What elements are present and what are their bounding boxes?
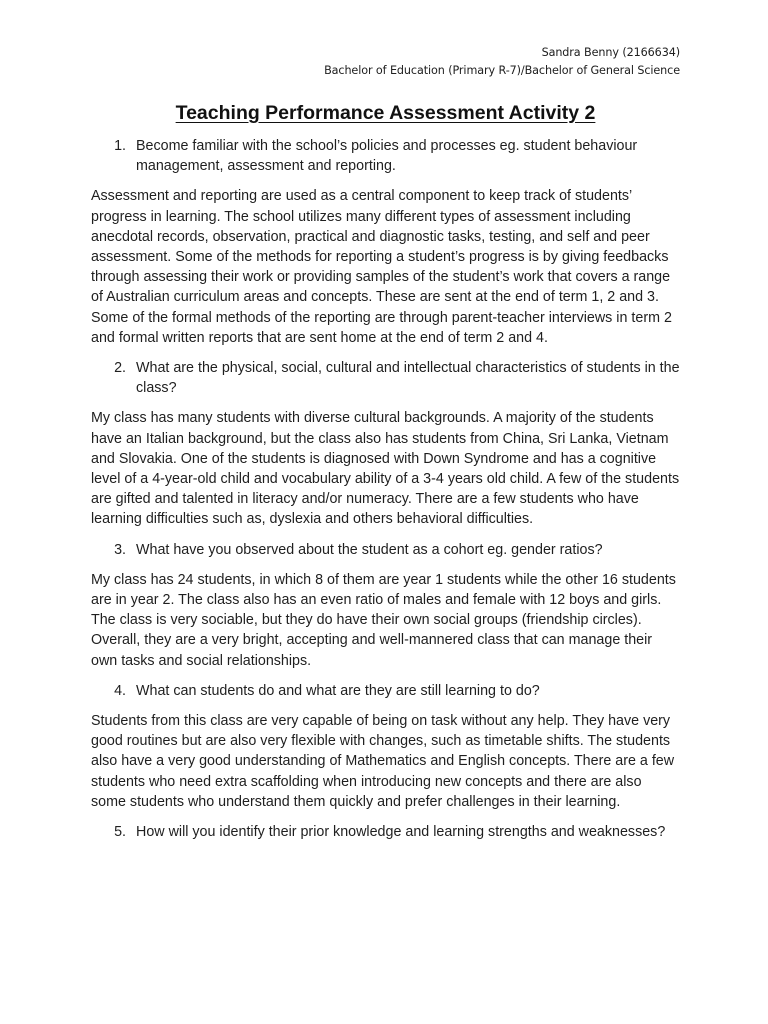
answer-1: Assessment and reporting are used as a central component to keep track of students’ progress in learning. The school utilizes many different types of assessment including anecdotal records, observation, practical and diagnostic tasks, testing, and self and peer assessment. Some of the methods for reporting a student’s progress is by giving feedbacks through assessing their work or providing samples of the student’s work that covers a range of Australian curriculum areas and concepts. These are sent at the end of term 1, 2 and 3. Some of the formal methods of the reporting are through parent-teacher interviews in term 2 and formal written reports that are sent home at the end of term 2 and 4. [91, 188, 672, 346]
answer-3: My class has 24 students, in which 8 of them are year 1 students while the other 16 students are in year 2. The class also has an even ratio of males and female with 12 boys and girls. The class is very sociable, but they do have their own social groups (friendship circles). Overall, they are a very bright, accepting and well-mannered class that can manage their own tasks and social relationships. [91, 571, 676, 669]
answer-4: Students from this class are very capable of being on task without any help. They have very good routines but are also very flexible with changes, such as timetable shifts. The students also have a very good understanding of Mathematics and English concepts. There are a few students who need extra scaffolding when introducing new concepts and there are also some students who understand them quickly and prefer challenges in their learning. [91, 713, 675, 810]
question-number: 2. [114, 360, 126, 377]
question-number: 5. [114, 824, 126, 841]
question-number: 4. [114, 682, 126, 699]
question-3 [91, 540, 680, 560]
page-header [91, 44, 680, 80]
document-title: Teaching Performance Assessment Activity 2 [175, 102, 596, 124]
question-number: 1. [114, 138, 126, 154]
question-1 [91, 136, 680, 176]
answer-2: My class has many students with diverse cultural backgrounds. A majority of the students have an Italian background, but the class also has students from China, Sri Lanka, Vietnam and Slovakia. One of the students is diagnosed with Down Syndrome and has a cognitive level of a 4-year-old child and vocabulary ability of a 3-4 years old child. A few of the students are gifted and talented in literacy and/or numeracy. There are a few students who have learning difficulties such as, dyslexia and others behavioral difficulties. [91, 410, 680, 528]
degree-line: Bachelor of Education (Primary R-7)/Bachelor of General Science [324, 64, 680, 77]
question-text: What have you observed about the student as a cohort eg. gender ratios? [136, 541, 603, 558]
question-2 [91, 358, 680, 398]
author-line: Sandra Benny (2166634) [541, 46, 680, 59]
question-text: What can students do and what are they are still learning to do? [136, 682, 540, 699]
question-number: 3. [114, 541, 126, 558]
question-text: Become familiar with the school’s policies and processes eg. student behaviour management, assessment and reporting. [136, 138, 638, 175]
question-text: How will you identify their prior knowledge and learning strengths and weaknesses? [136, 824, 666, 841]
question-5 [91, 822, 680, 842]
question-4 [91, 681, 680, 701]
question-text: What are the physical, social, cultural and intellectual characteristics of students in the class? [136, 360, 680, 397]
